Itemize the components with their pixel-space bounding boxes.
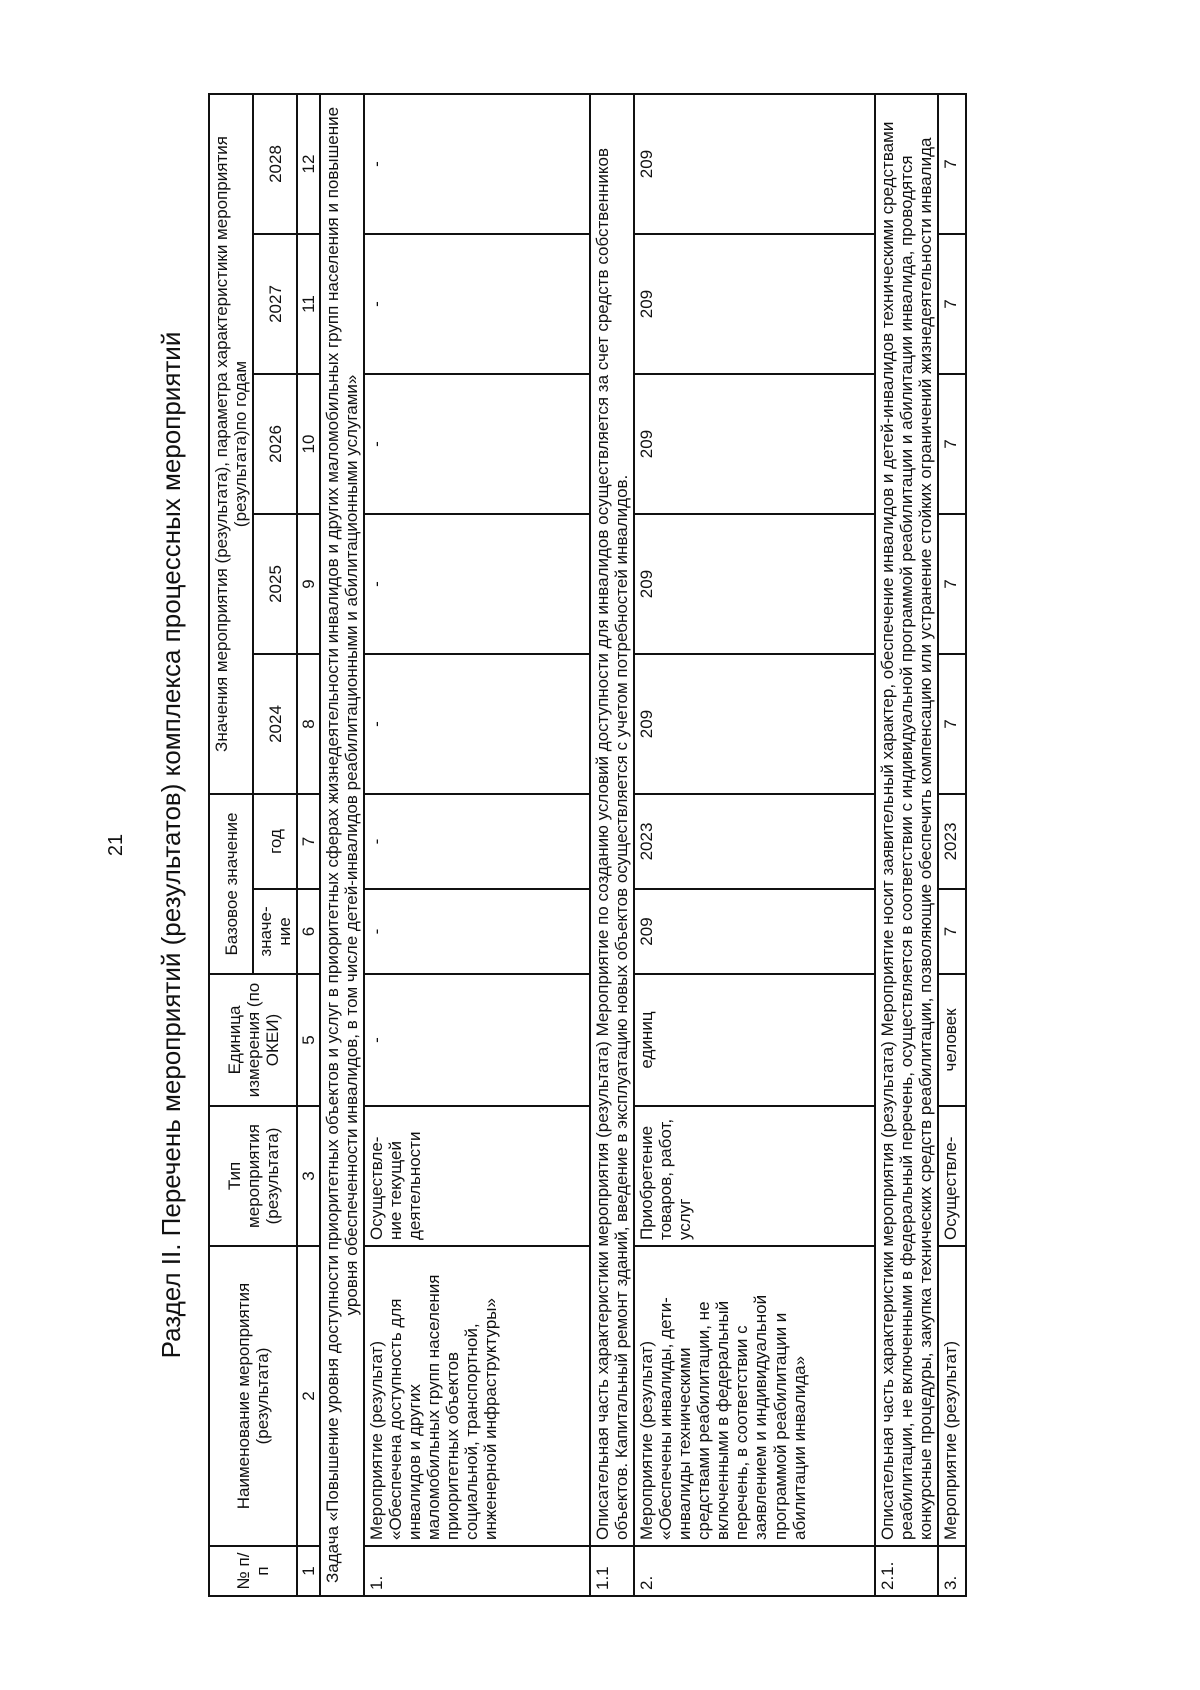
column-number: 9 <box>297 514 320 654</box>
year-value: 209 <box>634 234 875 374</box>
measure-type: Осуществле-ние текущей деятельности <box>364 1106 590 1246</box>
base-year: - <box>364 794 590 889</box>
header-year: 2028 <box>253 94 297 234</box>
header-year: 2024 <box>253 654 297 794</box>
year-value: - <box>364 514 590 654</box>
year-value: 209 <box>634 94 875 234</box>
header-base: Базовое значение <box>209 794 253 974</box>
year-value: 7 <box>938 94 966 234</box>
header-base-value: значе-ние <box>253 889 297 974</box>
column-number: 2 <box>297 1246 320 1546</box>
year-value: 209 <box>634 654 875 794</box>
base-value: 7 <box>938 889 966 974</box>
header-year: 2027 <box>253 234 297 374</box>
description-text: Описательная часть характеристики мероприятия (результата) Мероприятие по созданию условий доступности для инвалидов осуществляется за счет средств собственников объектов. Капитальный ремонт зданий, введение в эксплуатацию новых объектов осуществляется с учетом потребностей инвалидов. <box>590 94 634 1546</box>
description-row <box>875 94 938 1596</box>
column-number: 3 <box>297 1106 320 1246</box>
header-base-year: год <box>253 794 297 889</box>
year-value: 7 <box>938 234 966 374</box>
header-no: № п/п <box>209 1546 297 1596</box>
section-title: Раздел II. Перечень мероприятий (результатов) комплекса процессных мероприятий <box>156 331 186 1359</box>
measure-unit: единиц <box>634 974 875 1106</box>
measure-name: Мероприятие (результат) <box>938 1246 966 1546</box>
page-number: 21 <box>105 833 127 857</box>
description-number: 1.1 <box>590 1546 634 1596</box>
column-number: 10 <box>297 374 320 514</box>
column-number: 7 <box>297 794 320 889</box>
header-type: Тип мероприятия (результата) <box>209 1106 297 1246</box>
year-value: - <box>364 374 590 514</box>
base-year: 2023 <box>634 794 875 889</box>
table-row <box>938 94 966 1596</box>
task-row <box>320 94 364 1596</box>
column-numbers-row <box>297 94 320 1596</box>
measure-unit: человек <box>938 974 966 1106</box>
task-text: Задача «Повышение уровня доступности приоритетных объектов и услуг в приоритетных сферах жизнедеятельности инвалидов и других маломобильных групп населения и повышение уровня обеспеченности инвалидов, в том числе детей-инвалидов реабилитационными и абилитационными услугами» <box>320 94 364 1596</box>
year-value: 209 <box>634 514 875 654</box>
year-value: 7 <box>938 514 966 654</box>
base-value: - <box>364 889 590 974</box>
header-unit: Единица измерения (по ОКЕИ) <box>209 974 297 1106</box>
row-number: 2. <box>634 1546 875 1596</box>
measure-name: Мероприятие (результат) «Обеспечены инвалиды, дети-инвалиды техническими средствами реабилитации, не включенными в федеральный перечень, в соответствии с заявлением и индивидуальной программой реабилитации и абилитации инвалида» <box>634 1246 875 1546</box>
year-value: 7 <box>938 654 966 794</box>
measures-table <box>208 93 967 1597</box>
header-row-1 <box>209 94 253 1596</box>
description-number: 2.1. <box>875 1546 938 1596</box>
base-year: 2023 <box>938 794 966 889</box>
year-value: - <box>364 94 590 234</box>
row-number: 1. <box>364 1546 590 1596</box>
column-number: 12 <box>297 94 320 234</box>
measure-type: Осуществле- <box>938 1106 966 1246</box>
base-value: 209 <box>634 889 875 974</box>
header-values: Значения мероприятия (результата), параметра характеристики мероприятия (результата)по годам <box>209 94 253 794</box>
column-number: 11 <box>297 234 320 374</box>
column-number: 6 <box>297 889 320 974</box>
measure-unit: - <box>364 974 590 1106</box>
rotated-document-page <box>100 65 1100 1625</box>
measure-name: Мероприятие (результат) «Обеспечена доступность для инвалидов и других маломобильных групп населения приоритетных объектов социальной, транспортной, инженерной инфраструктуры» <box>364 1246 590 1546</box>
year-value: - <box>364 234 590 374</box>
header-year: 2026 <box>253 374 297 514</box>
header-name: Наименование мероприятия (результата) <box>209 1246 297 1546</box>
year-value: 7 <box>938 374 966 514</box>
table-row <box>364 94 590 1596</box>
column-number: 5 <box>297 974 320 1106</box>
description-row <box>590 94 634 1596</box>
description-text: Описательная часть характеристики мероприятия (результата) Мероприятие носит заявительный характер, обеспечение инвалидов и детей-инвалидов техническими средствами реабилитации, не включенными в федеральный перечень, осуществляется в соответствии с индивидуальной программой реабилитации и абилитации инвалида, проводятся конкурсные процедуры, закупка технических средств реабилитации, позволяющие обеспечить компенсацию или устранение стойких ограничений жизнедеятельности инвалида <box>875 94 938 1546</box>
row-number: 3. <box>938 1546 966 1596</box>
year-value: - <box>364 654 590 794</box>
column-number: 1 <box>297 1546 320 1596</box>
measure-type: Приобретение товаров, работ, услуг <box>634 1106 875 1246</box>
header-year: 2025 <box>253 514 297 654</box>
column-number: 8 <box>297 654 320 794</box>
table-row <box>634 94 875 1596</box>
year-value: 209 <box>634 374 875 514</box>
